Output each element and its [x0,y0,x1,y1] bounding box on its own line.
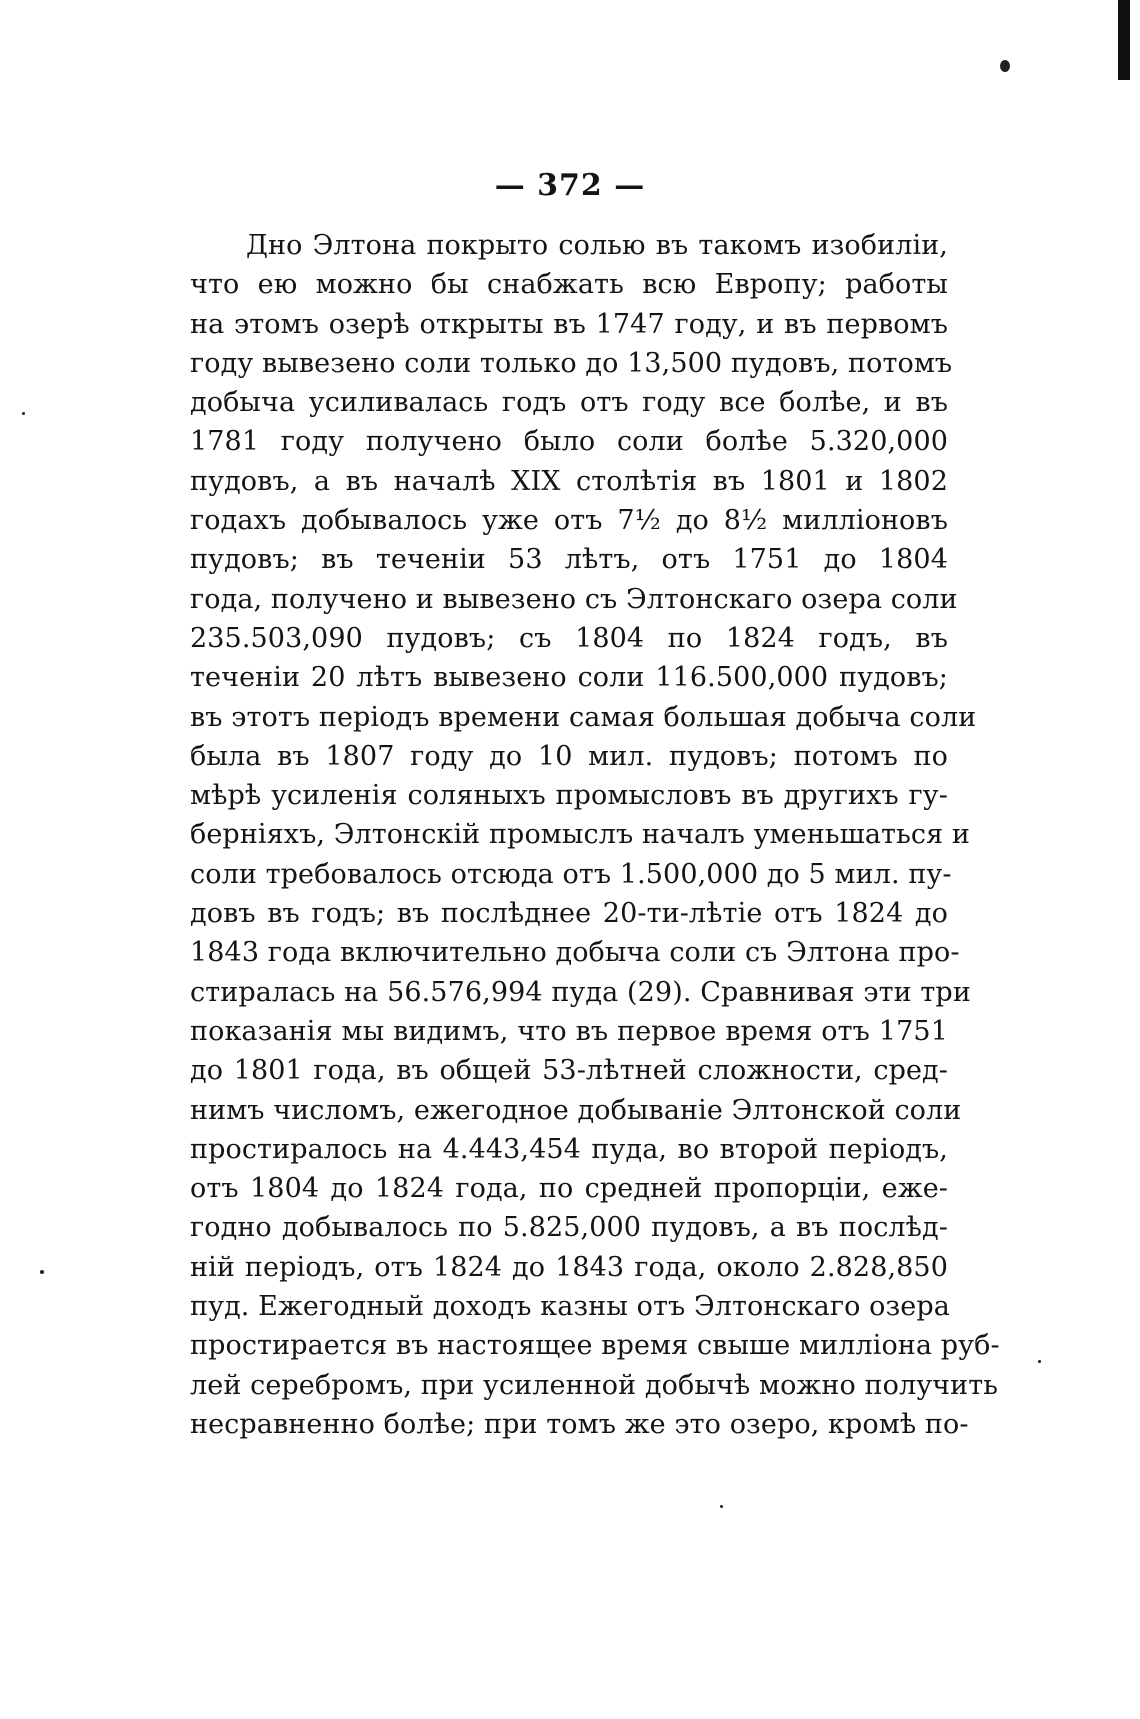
text-line: стиралась на 56.576,994 пуда (29). Сравнивая эти три [190,976,971,1008]
text-line: годахъ добывалось уже отъ 7½ до 8½ милліоновъ [190,505,948,537]
text-line: году вывезено соли только до 13,500 пудовъ, потомъ [190,347,953,379]
scan-speck [720,1505,723,1508]
text-line: 1843 года включительно добыча соли съ Элтона про- [190,937,960,969]
text-line: простирается въ настоящее время свыше милліона руб- [190,1330,1000,1362]
body-text [190,226,1000,1444]
text-line: берніяхъ, Элтонскій промыслъ началъ уменьшаться и [190,819,971,851]
text-line: на этомъ озерѣ открыты въ 1747 году, и въ первомъ [190,308,948,340]
text-line: довъ въ годъ; въ послѣднее 20-ти-лѣтіе отъ 1824 до [190,898,948,930]
text-line: нимъ числомъ, ежегодное добываніе Элтонской соли [190,1094,962,1126]
text-line: Дно Элтона покрыто солью въ такомъ изобиліи, [246,230,948,261]
text-line: соли требовалось отсюда отъ 1.500,000 до 5 мил. пу- [190,858,952,890]
scan-speck [1000,60,1010,72]
text-line: 1781 году получено было соли болѣе 5.320,000 [190,426,948,458]
page-edge-mark [1118,0,1130,80]
text-line: годно добывалось по 5.825,000 пудовъ, а въ послѣд- [190,1212,948,1244]
text-line: лей серебромъ, при усиленной добычѣ можно получить [190,1369,999,1401]
text-line: пудовъ, а въ началѣ XIX столѣтія въ 1801 и 1802 [190,465,948,497]
text-line: въ этотъ періодъ времени самая большая добыча соли [190,701,977,733]
text-line: пуд. Ежегодный доходъ казны отъ Элтонскаго озера [190,1291,950,1323]
text-line: теченіи 20 лѣтъ вывезено соли 116.500,000 пудовъ; [190,662,948,694]
text-line: была въ 1807 году до 10 мил. пудовъ; потомъ по [190,740,948,772]
page-number: — 372 — [494,168,646,203]
text-line: пудовъ; въ теченіи 53 лѣтъ, отъ 1751 до 1804 [190,544,948,576]
text-line: несравненно болѣе; при томъ же это озеро, кромѣ по- [190,1408,969,1440]
text-line: ній періодъ, отъ 1824 до 1843 года, около 2.828,850 [190,1251,948,1283]
text-line: показанія мы видимъ, что въ первое время отъ 1751 [190,1015,948,1047]
scan-speck [40,1270,44,1274]
text-line: добыча усиливалась годъ отъ году все болѣе, и въ [190,387,948,419]
scan-speck [1038,1360,1041,1363]
text-line: до 1801 года, въ общей 53-лѣтней сложности, сред- [190,1055,948,1087]
text-line: мѣрѣ усиленія соляныхъ промысловъ въ другихъ гу- [190,780,948,812]
text-line: что ею можно бы снабжать всю Европу; работы [190,269,948,301]
text-line: отъ 1804 до 1824 года, по средней пропорціи, еже- [190,1173,948,1205]
text-line: 235.503,090 пудовъ; съ 1804 по 1824 годъ, въ [190,622,948,654]
text-line: года, получено и вывезено съ Элтонскаго озера соли [190,583,958,615]
text-line: простиралось на 4.443,454 пуда, во второй періодъ, [190,1133,948,1165]
scan-speck [22,412,25,415]
